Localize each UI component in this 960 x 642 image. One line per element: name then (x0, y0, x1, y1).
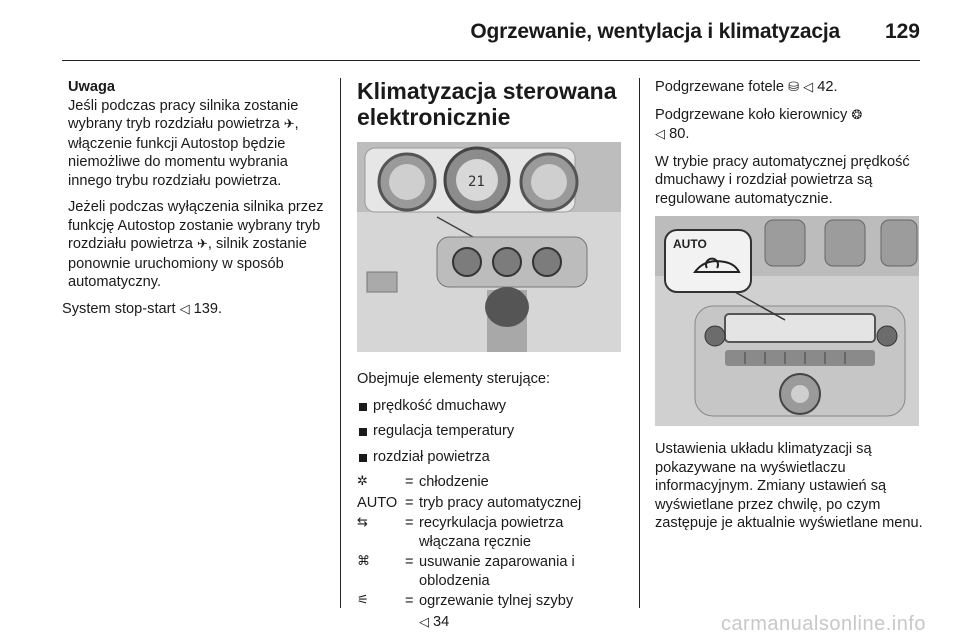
display-info-text: Ustawienia układu klimatyzacji są pokazywane na wyświetlaczu informacyjnym. Zmiany ustawień są wyświetlane przez chwilę, po czym zastępuje je aktualnie wyświetlane menu. (655, 441, 923, 531)
list-item: prędkość dmuchawy (357, 397, 625, 416)
note-paragraph-1: Jeśli podczas pracy silnika zostanie wybrany tryb rozdziału powietrza ✈, włączenie funkcji Autostop będzie niemożliwe do momentu wybrania innego trybu rozdziału powietrza. (68, 97, 299, 189)
list-item: regulacja temperatury (357, 422, 625, 441)
intro-text: Obejmuje elementy sterujące: (357, 371, 551, 387)
rear-window-heating-icon: ⚟ (357, 593, 369, 608)
note-paragraph-2: Jeżeli podczas wyłączenia silnika przez funkcję Autostop zostanie wybrany tryb rozdziału powietrza ✈, silnik zostanie ponownie uruchomiony w sposób automatyczny. (68, 199, 324, 290)
legend-cross-reference[interactable]: ◁ 34 (419, 613, 450, 630)
legend-text: recyrkulacja powietrza włączana ręcznie (419, 515, 564, 550)
lower-knob-3 (533, 248, 561, 276)
note-box (62, 78, 330, 292)
column-left (62, 78, 330, 327)
note-title: Uwaga (68, 79, 116, 95)
page-ref-arrow-icon: ◁ (419, 614, 429, 630)
windscreen-airflow-icon: ✈ (196, 237, 208, 252)
page-ref-arrow-icon: ◁ (179, 301, 190, 317)
climate-console-photo (357, 142, 621, 352)
column-divider-1 (340, 78, 341, 608)
legend-text: tryb pracy automatycznej (419, 494, 582, 511)
heated-steering-wheel-icon: ❂ (851, 107, 863, 123)
windscreen-airflow-icon: ✈ (283, 117, 295, 132)
heated-wheel-ref[interactable]: Podgrzewane koło kierownicy ❂ ◁ 80. (655, 106, 863, 142)
legend-text: ogrzewanie tylnej szyby (419, 593, 574, 609)
watermark: carmanualsonline.info (720, 613, 926, 635)
recirculation-icon: ⇆ (357, 515, 368, 530)
gear-lever (485, 287, 529, 327)
info-display-photo (655, 216, 919, 426)
defrost-icon: ⌘ (357, 554, 370, 569)
chapter-title: Ogrzewanie, wentylacja i klimatyzacja (470, 20, 840, 43)
column-right (655, 78, 923, 541)
auto-mode-text: W trybie pracy automatycznej prędkość dmuchawy i rozdział powietrza są regulowane automatycznie. (655, 153, 910, 207)
heated-seat-icon: ⛁ (788, 80, 799, 95)
header-divider (62, 60, 920, 61)
page-header (0, 0, 960, 62)
lower-knob-2 (493, 248, 521, 276)
auto-mode-label: AUTO (357, 494, 398, 511)
page-number: 129 (884, 20, 920, 43)
section-title: Klimatyzacja sterowana elektronicznie (357, 78, 617, 130)
symbol-legend: ✲ = chłodzenie AUTO = tryb pracy automatycznej ⇆ = recyrkulacja powietrza włączana ręcznie ⌘ = usuwanie zaparowania i oblodzenia ⚟ = ogrzewanie tylnej szyby ◁ 34 (357, 473, 625, 632)
lower-knob-1 (453, 248, 481, 276)
legend-text: usuwanie zaparowania i oblodzenia (419, 554, 575, 589)
auto-callout-label: AUTO (673, 237, 707, 251)
display-screen (725, 314, 875, 342)
control-list (357, 397, 625, 467)
list-item: rozdział powietrza (357, 448, 625, 467)
page-ref-arrow-icon: ◁ (655, 127, 670, 142)
svg-text:21: 21 (468, 174, 485, 190)
heated-seats-ref[interactable]: Podgrzewane fotele ⛁ ◁ 42. (655, 79, 838, 95)
cross-reference[interactable]: System stop-start ◁ 139. (62, 300, 223, 317)
column-middle (357, 78, 625, 632)
column-divider-2 (639, 78, 640, 608)
cooling-icon: ✲ (357, 474, 368, 489)
legend-text: chłodzenie (419, 474, 489, 490)
